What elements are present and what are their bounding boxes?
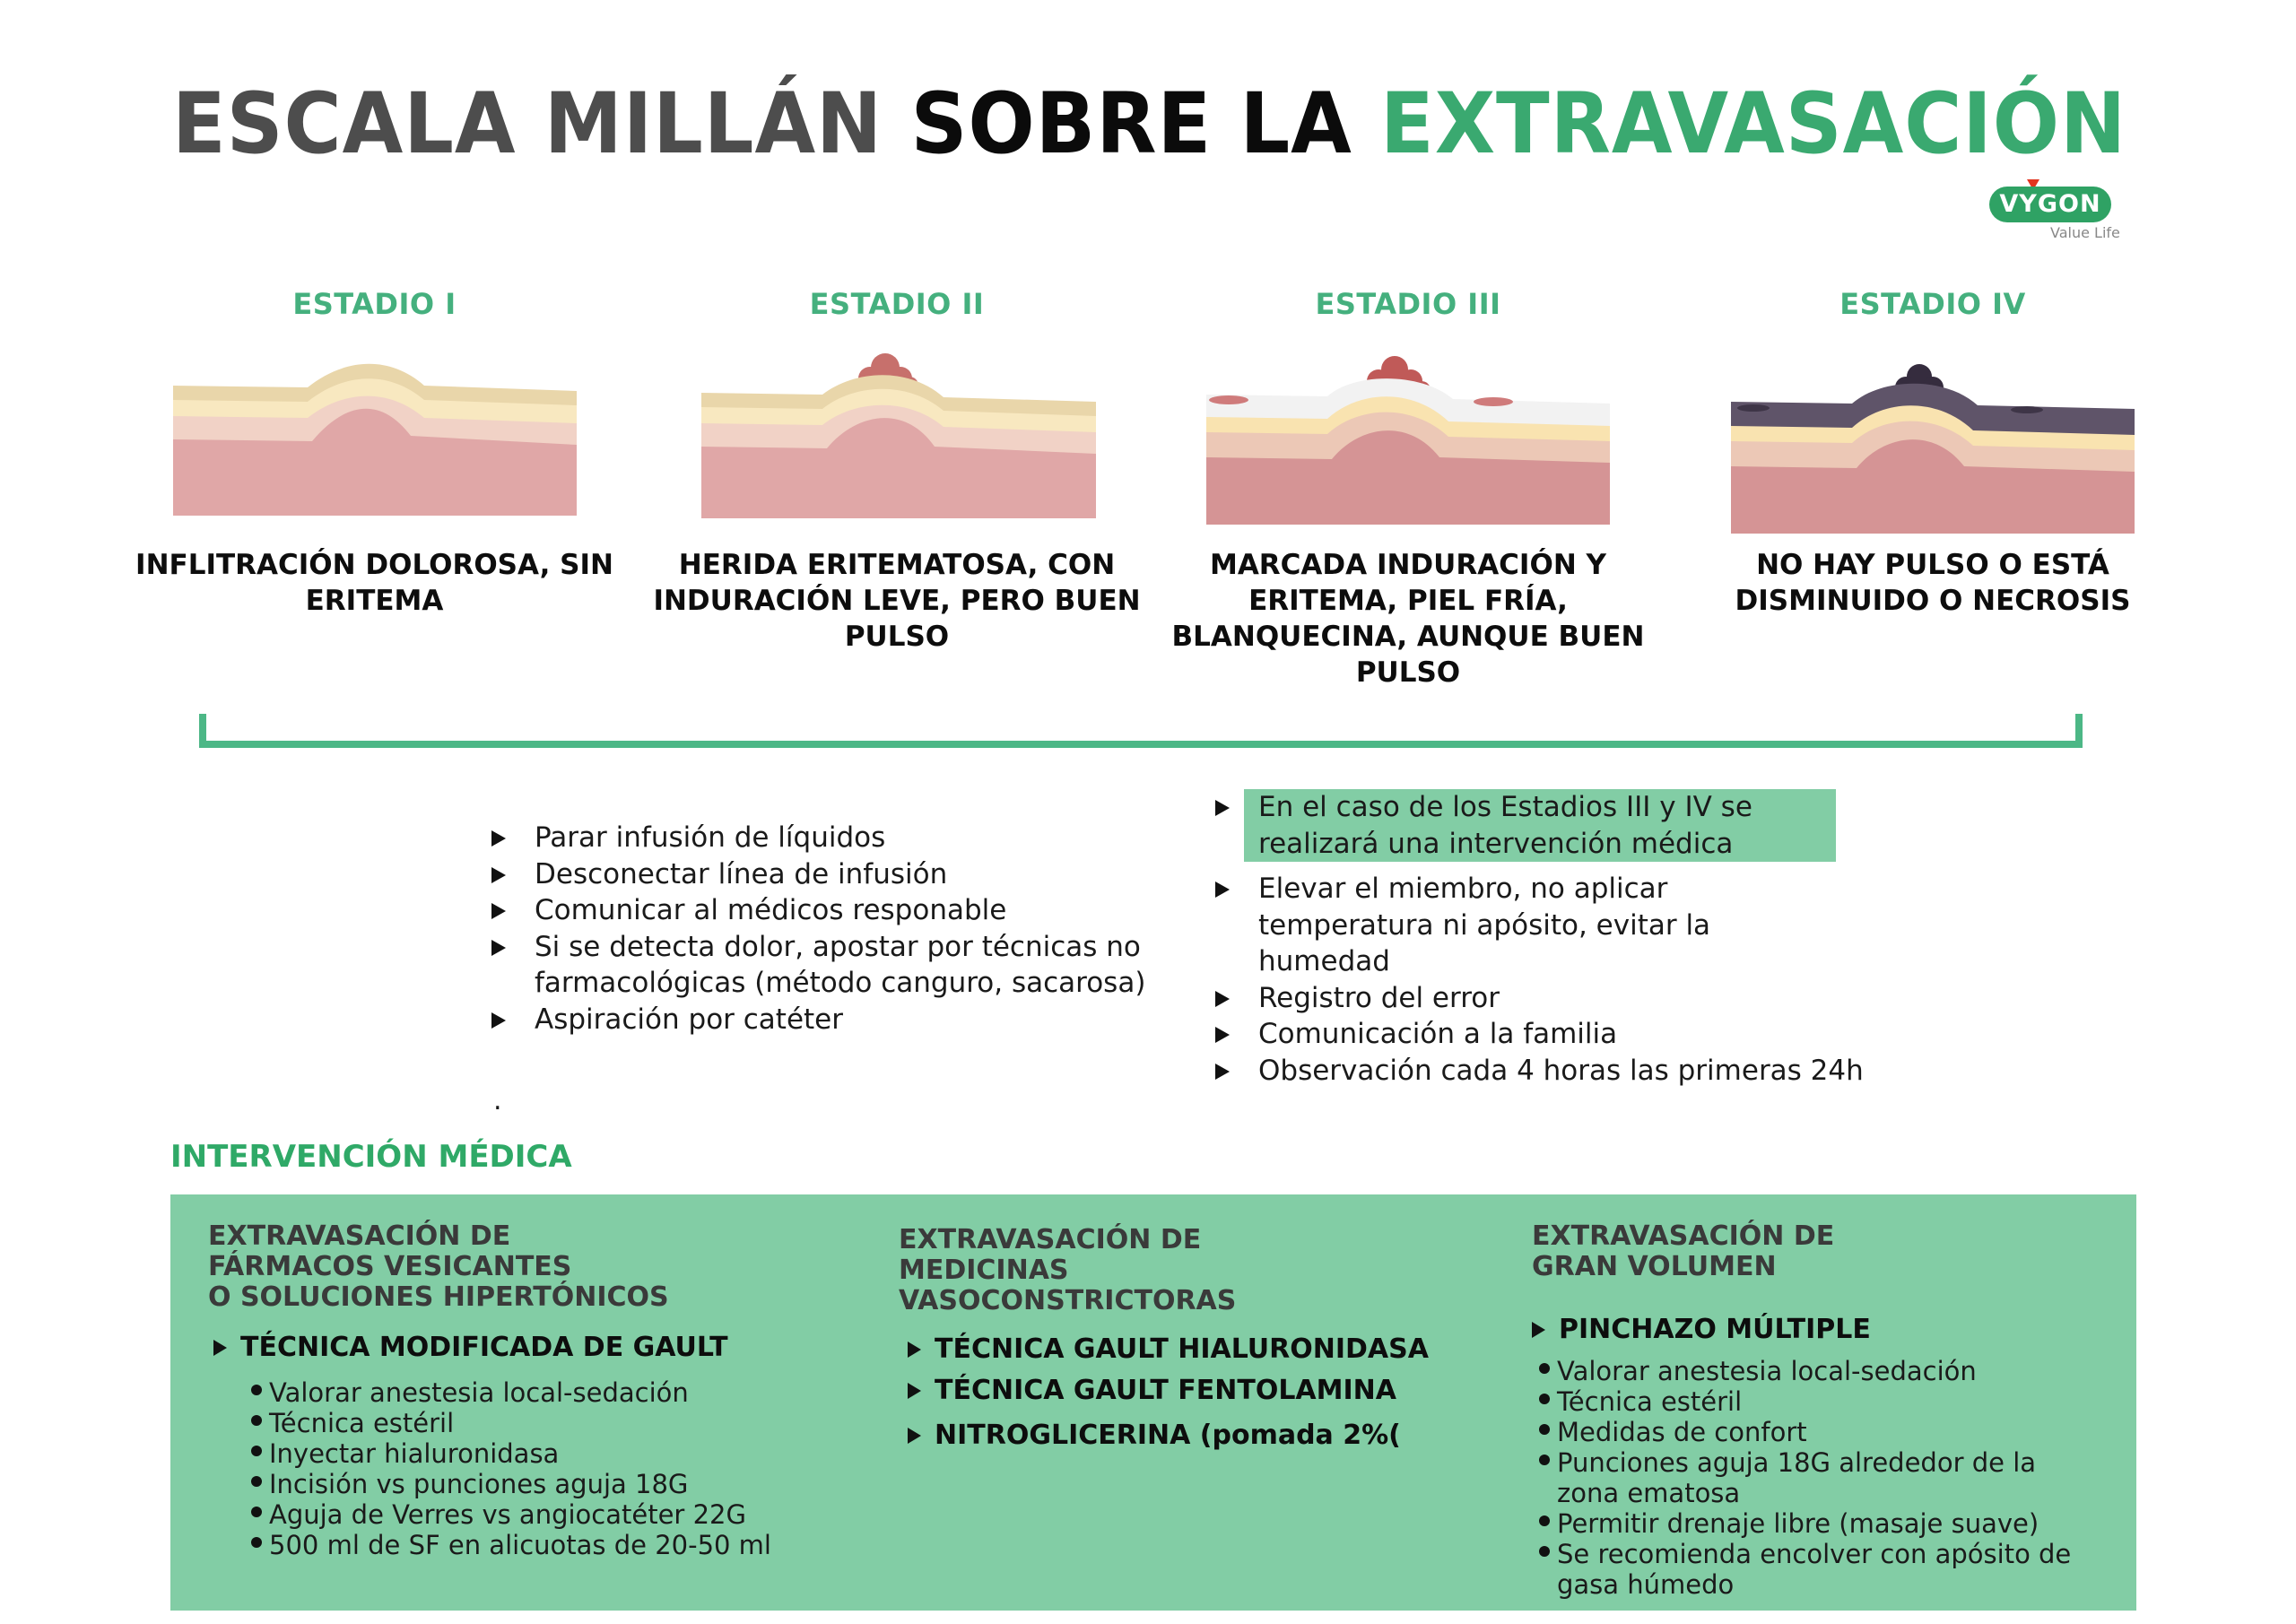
title-part-3: EXTRAVASACIÓN xyxy=(1380,75,2127,173)
list-item: Comunicar al médicos responable xyxy=(491,892,1173,929)
list-item: 500 ml de SF en alicuotas de 20-50 ml xyxy=(249,1530,836,1560)
actions-right-list xyxy=(1215,789,1924,1089)
triangle-bullet-icon xyxy=(213,1340,227,1356)
list-item: Desconectar línea de infusión xyxy=(491,856,1173,893)
list-item: Se recomienda encolver con apósito de gasa húmedo xyxy=(1537,1539,2075,1600)
logo-tagline: Value Life xyxy=(2050,224,2120,241)
stray-mark: . xyxy=(493,1085,502,1116)
intervention-column-gran-volumen xyxy=(1532,1221,2106,1600)
list-item: Valorar anestesia local-sedación xyxy=(249,1377,836,1408)
stage-description: INFLITRACIÓN DOLOROSA, SIN ERITEMA xyxy=(135,549,613,617)
technique-label: TÉCNICA MODIFICADA DE GAULT xyxy=(213,1333,836,1363)
intervention-panel xyxy=(170,1194,2136,1611)
stage-description: MARCADA INDURACIÓN Y ERITEMA, PIEL FRÍA, BLANQUECINA, AUNQUE BUEN PULSO xyxy=(1171,549,1645,689)
stage-description: NO HAY PULSO O ESTÁ DISMINUIDO O NECROSIS xyxy=(1735,549,2131,617)
list-item: Observación cada 4 horas las primeras 24h xyxy=(1215,1053,1924,1090)
list-item: Técnica estéril xyxy=(249,1408,836,1438)
stage-4 xyxy=(1731,287,2135,617)
list-item: Valorar anestesia local-sedación xyxy=(1537,1356,2075,1386)
intervention-column-vasoconstrictoras xyxy=(899,1225,1482,1451)
triangle-bullet-icon xyxy=(1215,881,1230,898)
triangle-bullet-icon xyxy=(491,830,506,847)
triangle-bullet-icon xyxy=(908,1342,921,1358)
skin-swelling-icon xyxy=(173,359,577,516)
list-item: Registro del error xyxy=(1215,980,1924,1017)
stage-2 xyxy=(653,287,1141,653)
triangle-bullet-icon xyxy=(908,1383,921,1399)
title-part-1: ESCALA MILLÁN xyxy=(172,75,911,173)
triangle-bullet-icon xyxy=(491,940,506,956)
triangle-bullet-icon xyxy=(1532,1322,1545,1338)
triangle-bullet-icon xyxy=(1215,1027,1230,1043)
list-item: Punciones aguja 18G alrededor de la zona ematosa xyxy=(1537,1447,2075,1508)
steps-list xyxy=(249,1377,836,1560)
triangle-bullet-icon xyxy=(1215,800,1230,816)
list-item: Técnica estéril xyxy=(1537,1386,2075,1417)
technique-label: PINCHAZO MÚLTIPLE xyxy=(1532,1315,2106,1345)
skin-necrosis-icon xyxy=(1731,359,2135,534)
technique-label: TÉCNICA GAULT FENTOLAMINA xyxy=(908,1376,1482,1406)
intervention-column-vesicantes xyxy=(208,1221,836,1560)
column-heading: EXTRAVASACIÓN DE GRAN VOLUMEN xyxy=(1532,1220,1835,1282)
technique-label: NITROGLICERINA (pomada 2%( xyxy=(908,1420,1482,1451)
skin-erythema-icon xyxy=(701,348,1096,518)
list-item: Si se detecta dolor, apostar por técnicas no farmacológicas (método canguro, sacarosa) xyxy=(491,929,1173,1002)
list-item: Permitir drenaje libre (masaje suave) xyxy=(1537,1508,2075,1539)
list-item: Incisión vs punciones aguja 18G xyxy=(249,1469,836,1499)
stage-1 xyxy=(135,287,613,617)
triangle-bullet-icon xyxy=(491,867,506,883)
list-item-highlighted xyxy=(1215,789,1924,862)
title-part-2: SOBRE LA xyxy=(910,75,1381,173)
technique-label: TÉCNICA GAULT HIALURONIDASA xyxy=(908,1334,1482,1365)
triangle-bullet-icon xyxy=(1215,991,1230,1007)
stage-label: ESTADIO III xyxy=(1315,287,1501,321)
stage-label: ESTADIO IV xyxy=(1839,287,2026,321)
triangle-bullet-icon xyxy=(908,1428,921,1444)
actions-left-list xyxy=(491,820,1173,1038)
triangle-bullet-icon xyxy=(491,1012,506,1029)
list-item: Elevar el miembro, no aplicar temperatura ni apósito, evitar la humedad xyxy=(1215,871,1924,980)
stage-label: ESTADIO I xyxy=(292,287,457,321)
highlight-box: En el caso de los Estadios III y IV se realizará una intervención médica xyxy=(1244,789,1836,862)
triangle-bullet-icon xyxy=(1215,1064,1230,1080)
steps-list xyxy=(1537,1356,2075,1600)
list-item: Aguja de Verres vs angiocatéter 22G xyxy=(249,1499,836,1530)
intervention-title: INTERVENCIÓN MÉDICA xyxy=(170,1139,572,1175)
stage-bracket-divider xyxy=(199,714,2083,748)
list-item: Aspiración por catéter xyxy=(491,1002,1173,1038)
list-item: Parar infusión de líquidos xyxy=(491,820,1173,856)
logo-brand: VYGON xyxy=(1989,187,2111,222)
stage-label: ESTADIO II xyxy=(809,287,985,321)
triangle-bullet-icon xyxy=(491,903,506,919)
stage-description: HERIDA ERITEMATOSA, CON INDURACIÓN LEVE, PERO BUEN PULSO xyxy=(653,549,1141,653)
list-item: Comunicación a la familia xyxy=(1215,1016,1924,1053)
column-heading: EXTRAVASACIÓN DE MEDICINAS VASOCONSTRICTORAS xyxy=(899,1224,1237,1316)
list-item: Medidas de confort xyxy=(1537,1417,2075,1447)
skin-blanched-icon xyxy=(1206,350,1610,525)
list-item: Inyectar hialuronidasa xyxy=(249,1438,836,1469)
column-heading: EXTRAVASACIÓN DE FÁRMACOS VESICANTES O SOLUCIONES HIPERTÓNICOS xyxy=(208,1220,669,1313)
stage-3 xyxy=(1171,287,1645,689)
vygon-logo xyxy=(1989,179,2133,251)
page-title xyxy=(172,75,2127,173)
